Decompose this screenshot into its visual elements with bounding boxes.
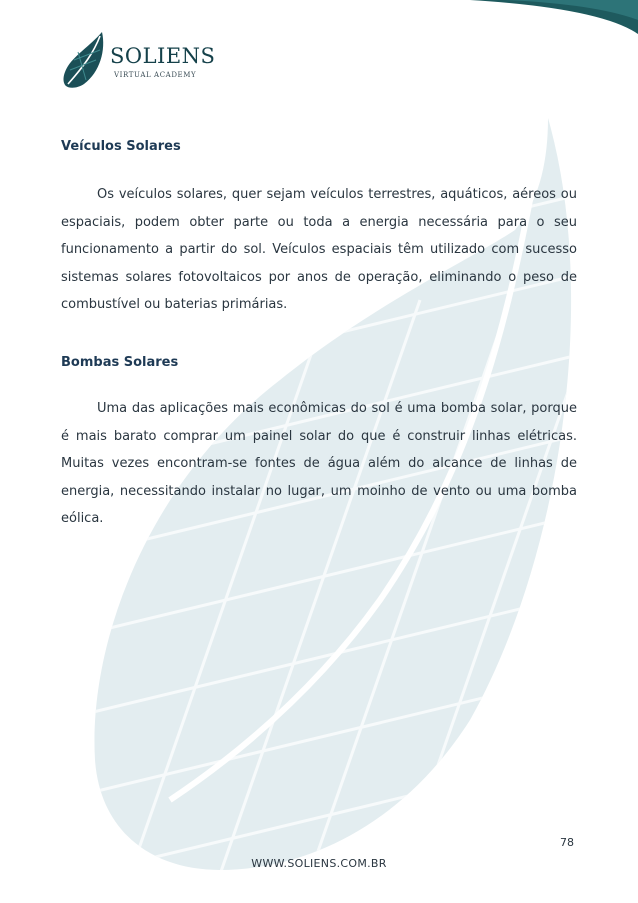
section-paragraph: Os veículos solares, quer sejam veículos terrestres, aquáticos, aéreos ou espaciais, podem obter parte ou toda a energia necessária para o seu funcionamento a partir do sol. Veículos espaciais têm utilizado com sucesso sistemas solares fotovoltaicos por anos de operação, eliminando o peso de combustível ou baterias primárias. xyxy=(61,187,577,312)
page-number: 78 xyxy=(560,836,574,849)
soliens-logo xyxy=(60,30,216,90)
section-title-veiculos-solares: Veículos Solares xyxy=(61,139,181,154)
footer-url: WWW.SOLIENS.COM.BR xyxy=(251,857,387,870)
logo-tagline: VIRTUAL ACADEMY xyxy=(114,71,197,79)
section-paragraph: Uma das aplicações mais econômicas do sol é uma bomba solar, porque é mais barato comprar um painel solar do que é construir linhas elétricas. Muitas vezes encontram-se fontes de água além do alcance de linhas de energia, necessitando instalar no lugar, um moinho de vento ou uma bomba eólica. xyxy=(61,401,577,526)
logo-name: SOLIENS xyxy=(110,44,216,68)
section-title-bombas-solares: Bombas Solares xyxy=(61,355,179,370)
leaf-logo-icon xyxy=(60,30,106,90)
